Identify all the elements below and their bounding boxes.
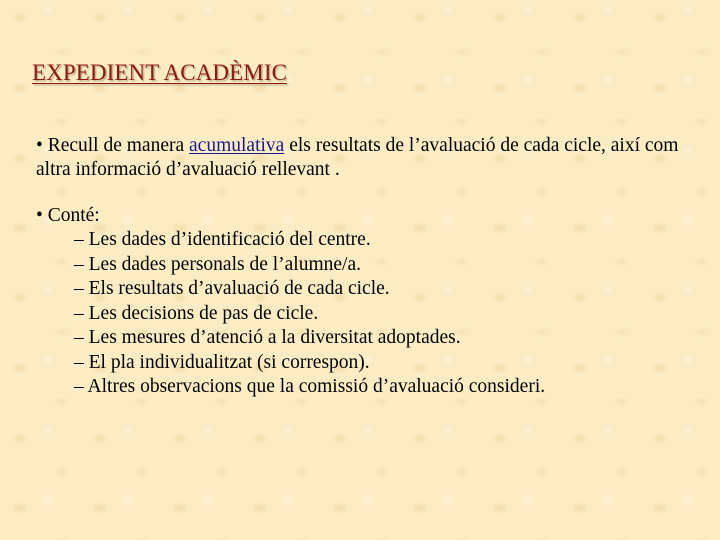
sub-item: – Les decisions de pas de cicle. xyxy=(74,302,319,324)
sub-item: – Altres observacions que la comissió d’avaluació consideri. xyxy=(74,376,546,397)
sub-item: – Les dades d’identificació del centre. xyxy=(74,229,371,250)
bullet-icon: • xyxy=(36,205,43,226)
sub-item: – Les mesures d’atenció a la diversitat adoptades. xyxy=(74,327,461,348)
bullet-label: Conté: xyxy=(47,205,100,226)
slide-title: EXPEDIENT ACADÈMIC xyxy=(32,60,288,85)
sub-item: – El pla individualitzat (si correspon). xyxy=(74,351,370,373)
bullet-icon: • xyxy=(36,135,43,156)
bullet-item-recull xyxy=(36,134,706,182)
bullet-text-pre: Recull de manera xyxy=(47,135,190,156)
acumulativa-link[interactable]: acumulativa xyxy=(189,135,285,156)
bullet-text-post: els resultats de l’avaluació de cada cicle, així com altra informació d’avaluació rellevant . xyxy=(36,135,679,180)
bullet-item-conte xyxy=(36,204,706,400)
sub-item: – Les dades personals de l’alumne/a. xyxy=(74,253,361,275)
sub-item-list xyxy=(36,228,706,400)
sub-item: – Els resultats d’avaluació de cada cicle. xyxy=(74,278,390,299)
